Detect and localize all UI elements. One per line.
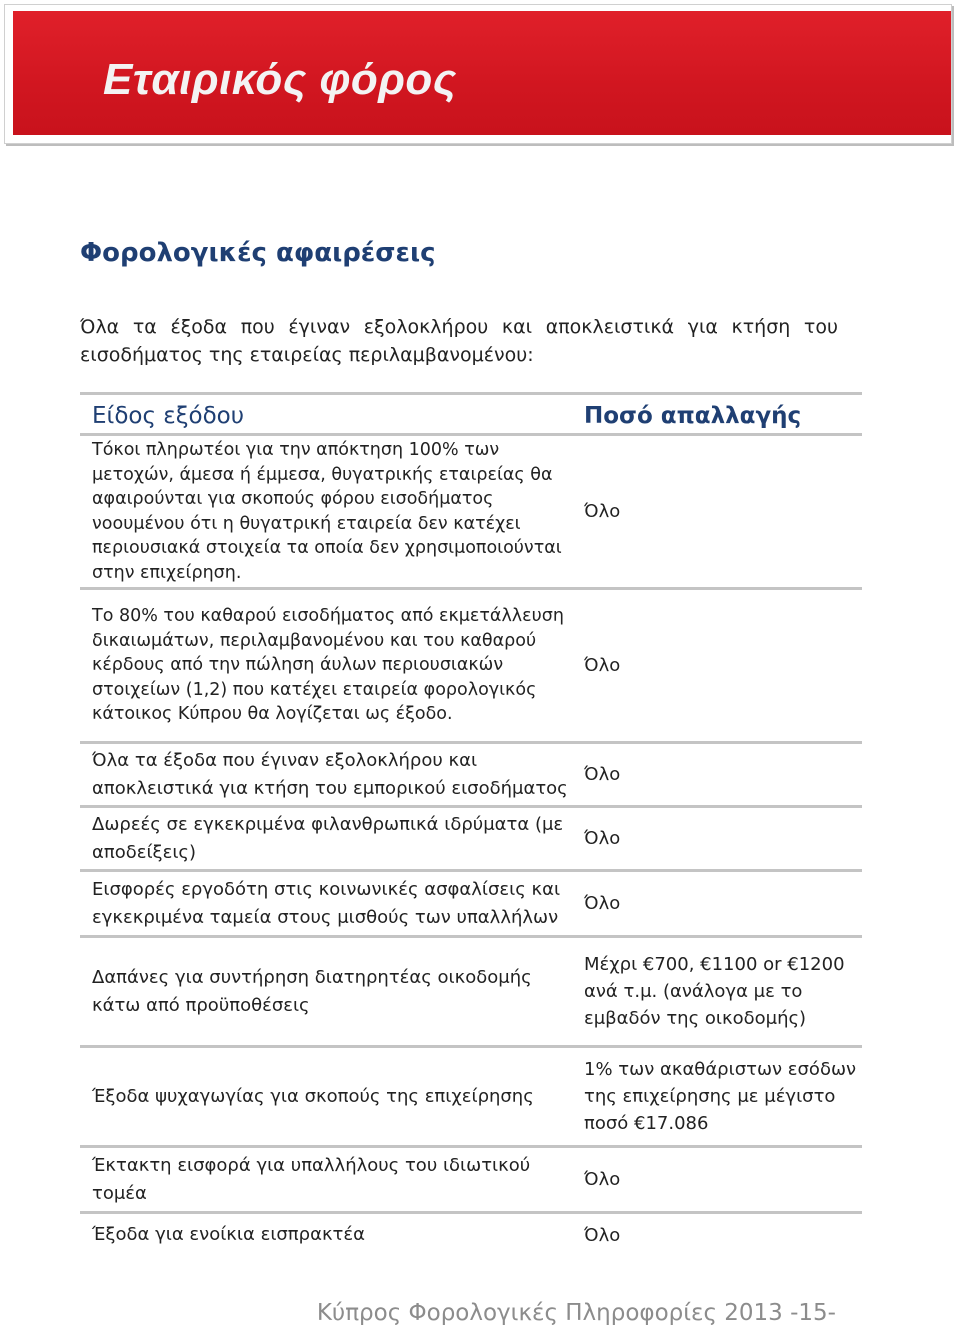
deductions-table xyxy=(80,392,862,1257)
expense-cell: Εισφορές εργοδότη στις κοινωνικές ασφαλίσεις και εγκεκριμένα ταμεία στους μισθούς των υπαλλήλων xyxy=(80,871,572,937)
expense-cell: Δωρεές σε εγκεκριμένα φιλανθρωπικά ιδρύματα (με αποδείξεις) xyxy=(80,807,572,871)
table-row xyxy=(80,1147,862,1213)
table-row xyxy=(80,807,862,871)
table-row xyxy=(80,589,862,743)
amount-cell: Όλο xyxy=(572,1147,862,1213)
intro-paragraph: Όλα τα έξοδα που έγιναν εξολοκλήρου και αποκλειστικά για κτήση του εισοδήματος της εταιρείας περιλαμβανομένου: xyxy=(80,316,838,366)
page-footer: Κύπρος Φορολογικές Πληροφορίες 2013 -15- xyxy=(316,1300,836,1326)
table-row xyxy=(80,871,862,937)
page-title: Εταιρικός φόρος xyxy=(103,55,457,104)
expense-cell: Έξοδα ψυχαγωγίας για σκοπούς της επιχείρησης xyxy=(80,1047,572,1147)
table-row xyxy=(80,1213,862,1257)
expense-cell: Το 80% του καθαρού εισοδήματος από εκμετάλλευση δικαιωμάτων, περιλαμβανομένου και του καθαρού κέρδους από την πώληση άυλων περιουσιακών στοιχείων (1,2) που κατέχει εταιρεία φορολογικός κάτοικος Κύπρου θα λογίζεται ως έξοδο. xyxy=(80,589,572,743)
amount-cell: 1% των ακαθάριστων εσόδων της επιχείρησης με μέγιστο ποσό €17.086 xyxy=(572,1047,862,1147)
section-title: Φορολογικές αφαιρέσεις xyxy=(80,238,436,268)
amount-cell: Μέχρι €700, €1100 or €1200 ανά τ.μ. (ανάλογα με το εμβαδόν της οικοδομής) xyxy=(572,937,862,1047)
table-row xyxy=(80,435,862,589)
amount-cell: Όλο xyxy=(572,435,862,589)
expense-cell: Έξοδα για ενοίκια εισπρακτέα xyxy=(80,1213,572,1257)
expense-cell: Όλα τα έξοδα που έγιναν εξολοκλήρου και αποκλειστικά για κτήση του εμπορικού εισοδήματος xyxy=(80,743,572,807)
amount-cell: Όλο xyxy=(572,871,862,937)
column-header-expense: Είδος εξόδου xyxy=(80,394,572,435)
amount-cell: Όλο xyxy=(572,807,862,871)
table-row xyxy=(80,937,862,1047)
column-header-amount: Ποσό απαλλαγής xyxy=(572,394,862,435)
table-row xyxy=(80,1047,862,1147)
expense-cell: Τόκοι πληρωτέοι για την απόκτηση 100% των μετοχών, άμεσα ή έμμεσα, θυγατρικής εταιρείας θα αφαιρούνται για σκοπούς φόρου εισοδήματος νοουμένου ότι η θυγατρική εταιρεία δεν κατέχει περιουσιακά στοιχεία τα οποία δεν χρησιμοποιούνται στην επιχείρηση. xyxy=(80,435,572,589)
title-banner xyxy=(4,4,952,144)
table-row xyxy=(80,743,862,807)
amount-cell: Όλο xyxy=(572,1213,862,1257)
expense-cell: Δαπάνες για συντήρηση διατηρητέας οικοδομής κάτω από προϋποθέσεις xyxy=(80,937,572,1047)
table-header-row xyxy=(80,394,862,435)
amount-cell: Όλο xyxy=(572,589,862,743)
expense-cell: Έκτακτη εισφορά για υπαλλήλους του ιδιωτικού τομέα xyxy=(80,1147,572,1213)
amount-cell: Όλο xyxy=(572,743,862,807)
